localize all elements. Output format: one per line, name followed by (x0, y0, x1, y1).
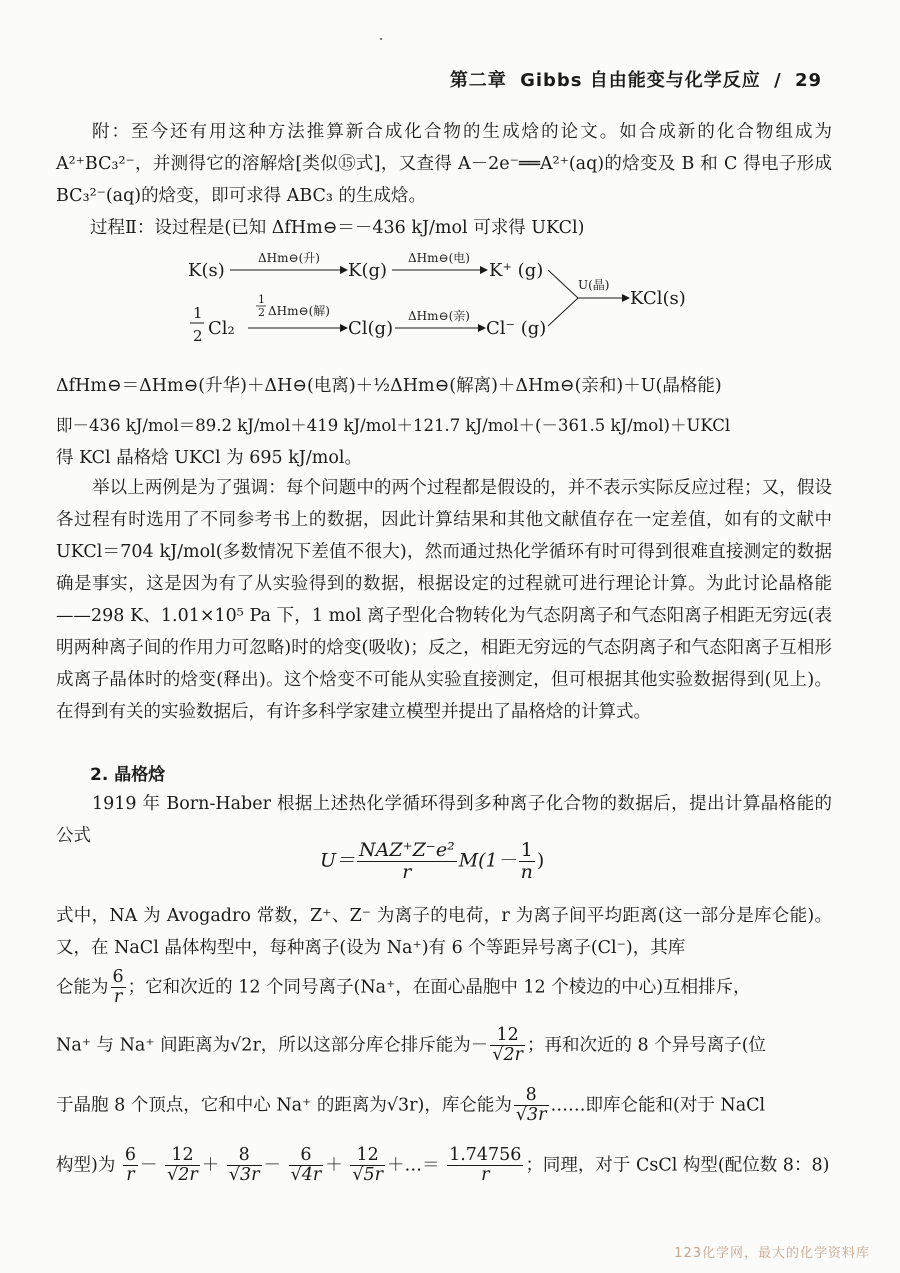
affinity-label: ΔHm⊖(亲) (408, 309, 470, 323)
half-denominator: 2 (193, 327, 203, 345)
coulomb-line-a: 仑能为 $\frac{6}{r}$ ；它和次近的 12 个同号离子(Na⁺，在面心晶胞中 12 个棱边的中心)互相排斥， (56, 967, 751, 1008)
k-solid: K(s) (188, 260, 225, 281)
k-gas: K(g) (348, 260, 388, 281)
sublimation-label: ΔHm⊖(升) (258, 251, 320, 265)
coulomb-line-b: Na⁺ 与 Na⁺ 间距离为√2r，所以这部分库仑排斥能为－ $\frac{12}{√2r}$ ；再和次近的 8 个异号离子(位 (56, 1025, 767, 1066)
page-number: 29 (794, 70, 822, 91)
chlorine-molecule: Cl₂ (208, 318, 235, 339)
numeric-equation: 即－436 kJ/mol＝89.2 kJ/mol＋419 kJ/mol＋121.7 kJ/mol＋(－361.5 kJ/mol)＋UKCl (56, 416, 731, 435)
k-ion: K⁺ (g) (489, 260, 544, 281)
coulomb-line-c: 于晶胞 8 个顶点，它和中心 Na⁺ 的距离为√3r)，库仑能为 $\frac{8}{√3r}$ ……即库仑能和(对于 NaCl (56, 1085, 766, 1126)
born-haber-cycle (0, 0, 900, 380)
chapter-label: 第二章 (449, 70, 507, 91)
svg-text:2: 2 (258, 306, 265, 319)
chapter-title: Gibbs 自由能变与化学反应 (520, 70, 761, 91)
cl-gas: Cl(g) (348, 318, 394, 339)
half-numerator: 1 (193, 304, 203, 322)
site-watermark: 123化学网，最大的化学资料库 (674, 1246, 870, 1261)
cl-ion: Cl⁻ (g) (486, 318, 547, 339)
svg-text:1: 1 (258, 293, 265, 306)
result-line: 得 KCl 晶格焓 UKCl 为 695 kJ/mol。 (56, 448, 362, 468)
main-paragraph: 举以上两例是为了强调：每个问题中的两个过程都是假设的，并不表示实际反应过程；又，假设各过程有时选用了不同参考书上的数据，因此计算结果和其他文献值存在一定差值，如有的文献中 UKCl＝704 kJ/mol(多数情况下差值不很大)，然而通过热化学循环有时可得到很难直接测定的数据确是事实，这是因为有了从实验得到的数据，根据设定的过程就可进行理论计算。为此讨论晶格能——298 K、1.01×10⁵ Pa 下，1 mol 离子型化合物转化为气态阴离子和气态阳离子相距无穷远(表明两种离子间的作用力可忽略)时的焓变(吸收)；反之，相距无穷远的气态阴离子和气态阳离子互相形成离子晶体时的焓变(释出)。这个焓变不可能从实验直接测定，但可根据其他实验数据得到(见上)。在得到有关的实验数据后，有许多科学家建立模型并提出了晶格焓的计算式。 (56, 478, 832, 722)
kcl-solid: KCl(s) (630, 288, 686, 309)
ionization-label: ΔHm⊖(电) (408, 251, 470, 265)
note-paragraph: 附：至今还有用这种方法推算新合成化合物的生成焓的论文。如合成新的化合物组成为 A²⁺BC₃²⁻，并测得它的溶解焓[类似⑮式]，又查得 A－2e⁻══A²⁺(aq)的焓变及 B 和 C 得电子形成 BC₃²⁻(aq)的焓变，即可求得 ABC₃ 的生成焓。 (56, 122, 832, 206)
enthalpy-sum-equation: ΔfHm⊖＝ΔHm⊖(升华)＋ΔH⊖(电离)＋½ΔHm⊖(解离)＋ΔHm⊖(亲和)＋U(晶格能) (56, 376, 722, 396)
where-paragraph: 式中，NA 为 Avogadro 常数，Z⁺、Z⁻ 为离子的电荷，r 为离子间平均距离(这一部分是库仑能)。又，在 NaCl 晶体构型中，每种离子(设为 Na⁺)有 6 个等距异号离子(Cl⁻)，其库 (56, 906, 832, 958)
header-separator: / (774, 70, 782, 91)
lattice-label: U(晶) (578, 278, 610, 292)
process-2-intro: 过程Ⅱ：设过程是(已知 ΔfHm⊖＝－436 kJ/mol 可求得 UKCl) (90, 218, 585, 238)
lattice-energy-formula: U＝ $\frac{\text{NAZ⁺Z⁻e²}}{r}$ M(1－ $\frac{1}{n}$ ) (320, 839, 545, 883)
born-haber-paragraph: 1919 年 Born-Haber 根据上述热化学循环得到多种离子化合物的数据后，提出计算晶格能的公式 (56, 794, 832, 846)
madelung-series-line: 构型)为 $\frac{6}{r}$ － $\frac{12}{√2r}$ ＋ $\frac{8}{√3r}$ － $\frac{6}{√4r}$ ＋ $\frac{12}{√5r}$ ＋…＝ $\frac{1.74756}{r}$ ；同理，对于 CsCl 构型(配位数 8：8) (56, 1145, 830, 1186)
dissociation-label: ΔHm⊖(解) (268, 304, 330, 318)
section-heading: 2. 晶格焓 (90, 765, 166, 785)
